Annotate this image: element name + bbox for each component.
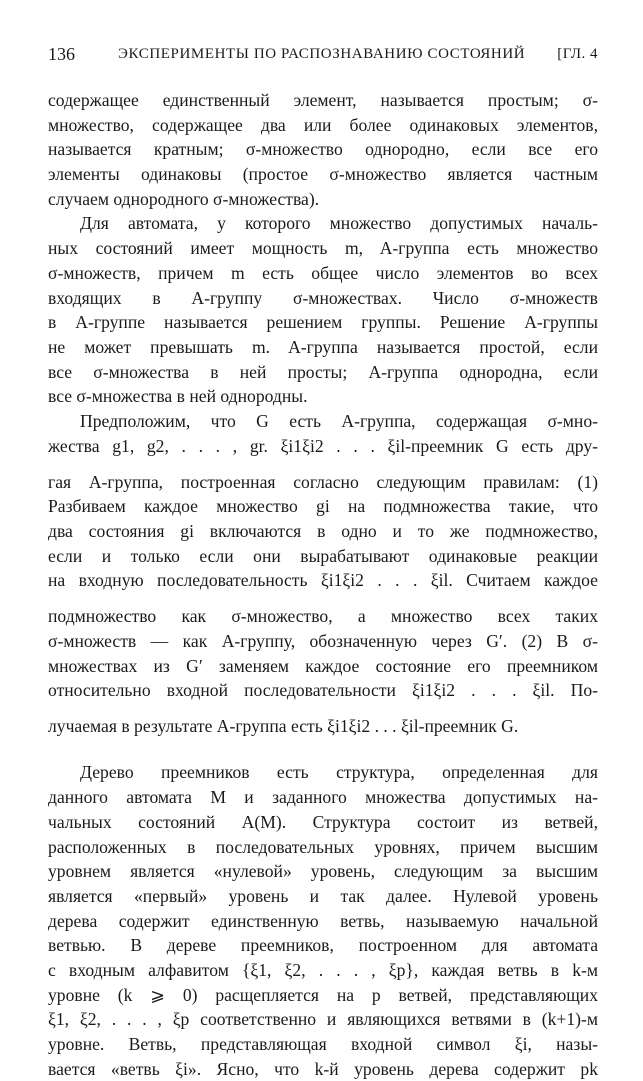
text-line: в A-группе называется решением группы. Решение A-группы	[48, 312, 598, 333]
text-line: относительно входной последовательности ξi1ξi2 . . . ξil. По-	[48, 680, 598, 701]
text-line: уровнем является «нулевой» уровень, следующим за высшим	[48, 861, 598, 882]
text-line: не может превышать m. A-группа называется простой, если	[48, 336, 598, 357]
text-line: является «первый» уровень и так далее. Нулевой уровень	[48, 885, 598, 906]
text-line: Разбиваем каждое множество gi на подмножества такие, что	[48, 496, 598, 517]
text-line: множествах из G′ заменяем каждое состояние его преемником	[48, 655, 598, 676]
text-line: чальных состояний A(M). Структура состоит из ветвей,	[48, 811, 598, 832]
text-line: называется кратным; σ-множество однородно, если все его	[48, 139, 598, 160]
page-number: 136	[48, 44, 75, 64]
text-line: с входным алфавитом {ξ1, ξ2, . . . , ξp}, каждая ветвь в k-м	[48, 959, 598, 980]
text-line: вается «ветвь ξi». Ясно, что k-й уровень дерева содержит pk	[48, 1058, 598, 1079]
text-line: жества g1, g2, . . . , gr. ξi1ξi2 . . . ξil-преемник G есть дру-	[48, 435, 598, 456]
text-line: Дерево преемников есть структура, определенная для	[80, 762, 598, 783]
text-line: σ-множеств — как A-группу, обозначенную через G′. (2) В σ-	[48, 631, 598, 652]
text-line: все σ-множества в ней однородны.	[48, 386, 308, 407]
text-line: уровне (k ⩾ 0) расщепляется на p ветвей, представляющих	[48, 984, 598, 1005]
text-line: подмножество как σ-множество, а множество всех таких	[48, 606, 598, 627]
text-line: два состояния gi включаются в одно и то же подмножество,	[48, 521, 598, 541]
text-line: уровне. Ветвь, представляющая входной символ ξi, назы-	[48, 1034, 598, 1054]
text-line: данного автомата M и заданного множества допустимых на-	[48, 787, 598, 808]
text-line: все σ-множества в ней просты; A-группа однородна, если	[48, 361, 598, 382]
text-line: множество, содержащее два или более одинаковых элементов,	[48, 114, 598, 135]
running-title: ЭКСПЕРИМЕНТЫ ПО РАСПОЗНАВАНИЮ СОСТОЯНИЙ	[118, 46, 526, 62]
text-line: гая A-группа, построенная согласно следующим правилам: (1)	[48, 471, 598, 492]
text-line: расположенных в последовательных уровнях, причем высшим	[48, 836, 598, 857]
text-line: ξ1, ξ2, . . . , ξp соответственно и являющихся ветвями в (k+1)-м	[48, 1009, 598, 1030]
text-line: ных состояний имеет мощность m, A-группа есть множество	[48, 238, 598, 259]
page-body	[48, 88, 598, 1081]
text-line: если и только если они вырабатывают одинаковые реакции	[48, 545, 598, 566]
chapter-marker: [ГЛ. 4	[557, 46, 598, 62]
text-line: σ-множеств, причем m есть общее число элементов во всех	[48, 262, 598, 283]
text-line: на входную последовательность ξi1ξi2 . . . ξil. Считаем каждое	[48, 570, 598, 591]
text-line: содержащее единственный элемент, называется простым; σ-	[48, 90, 598, 110]
running-header	[48, 44, 598, 66]
text-line: входящих в A-группу σ-множествах. Число σ-множеств	[48, 287, 598, 308]
text-line: ветвью. В дереве преемников, построенном для автомата	[48, 935, 598, 956]
text-line: Предположим, что G есть A-группа, содержащая σ-мно-	[80, 410, 598, 431]
text-line: дерева содержит единственную ветвь, называемую начальной	[48, 910, 598, 931]
text-line: лучаемая в результате A-группа есть ξi1ξi2 . . . ξil-преемник G.	[48, 716, 519, 737]
text-line: случаем однородного σ-множества).	[48, 188, 320, 209]
text-line: элементы одинаковы (простое σ-множество является частным	[48, 164, 598, 185]
paragraph-gap	[48, 750, 598, 760]
text-line: Для автомата, у которого множество допустимых началь-	[80, 213, 598, 234]
